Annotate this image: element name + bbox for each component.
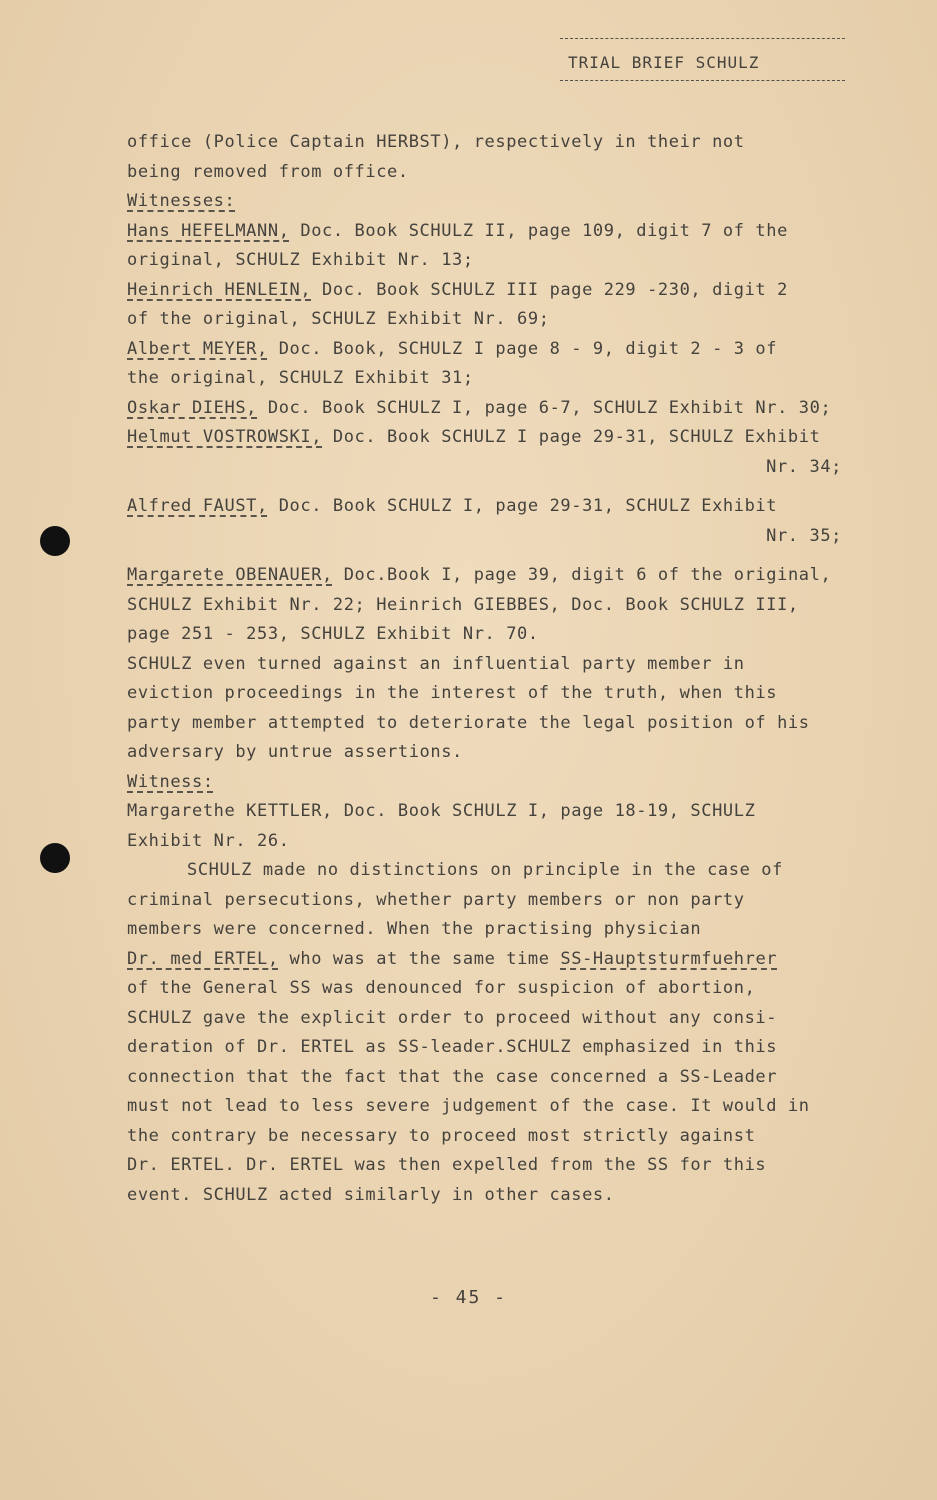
text-line: Exhibit Nr. 26. (127, 830, 290, 851)
header-rule-bottom (560, 80, 845, 81)
text-line: Oskar DIEHS, Doc. Book SCHULZ I, page 6-7, SCHULZ Exhibit Nr. 30; (127, 397, 832, 418)
text-line: party member attempted to deteriorate the legal position of his (127, 712, 810, 733)
text-line: deration of Dr. ERTEL as SS-leader.SCHULZ emphasized in this (127, 1037, 778, 1057)
text-line: adversary by untrue assertions. (127, 742, 463, 762)
text-line: original, SCHULZ Exhibit Nr. 13; (127, 250, 474, 270)
text-line: members were concerned. When the practising physician (127, 919, 702, 939)
document-body (127, 128, 877, 1210)
text-line: the contrary be necessary to proceed most strictly against (127, 1125, 756, 1146)
text-line: event. SCHULZ acted similarly in other cases. (127, 1184, 615, 1205)
text-line: SCHULZ gave the explicit order to proceed without any consi- (127, 1007, 778, 1028)
text-line: SCHULZ even turned against an influential party member in (127, 653, 745, 674)
punch-hole (40, 526, 70, 556)
text-line: of the original, SCHULZ Exhibit Nr. 69; (127, 309, 550, 329)
text-line: must not lead to less severe judgement of the case. It would in (127, 1096, 810, 1116)
text-line: Alfred FAUST, Doc. Book SCHULZ I, page 29-31, SCHULZ Exhibit (127, 496, 778, 516)
text-line: criminal persecutions, whether party members or non party (127, 889, 745, 910)
text-line: Dr. med ERTEL, who was at the same time SS-Hauptsturmfuehrer (127, 948, 778, 969)
text-line: of the General SS was denounced for suspicion of abortion, (127, 978, 756, 998)
document-header (560, 38, 845, 81)
page-number: - 45 - (429, 1287, 508, 1308)
text-line: connection that the fact that the case concerned a SS-Leader (127, 1066, 778, 1087)
text-line: Margarethe KETTLER, Doc. Book SCHULZ I, page 18-19, SCHULZ (127, 801, 756, 821)
text-line: Helmut VOSTROWSKI, Doc. Book SCHULZ I page 29-31, SCHULZ Exhibit (127, 427, 821, 447)
text-line: Margarete OBENAUER, Doc.Book I, page 39, digit 6 of the original, (127, 565, 832, 585)
text-line: Dr. ERTEL. Dr. ERTEL was then expelled from the SS for this (127, 1155, 767, 1175)
text-line: the original, SCHULZ Exhibit 31; (127, 368, 474, 388)
text-line: Hans HEFELMANN, Doc. Book SCHULZ II, page 109, digit 7 of the (127, 220, 788, 241)
text-line: Witnesses: (127, 191, 236, 211)
header-title: TRIAL BRIEF SCHULZ (568, 53, 760, 72)
text-line: being removed from office. (127, 161, 409, 182)
text-line: page 251 - 253, SCHULZ Exhibit Nr. 70. (127, 624, 539, 644)
text-line: eviction proceedings in the interest of the truth, when this (127, 683, 778, 703)
text-line: Heinrich HENLEIN, Doc. Book SCHULZ III page 229 -230, digit 2 (127, 279, 788, 300)
text-line: SCHULZ Exhibit Nr. 22; Heinrich GIEBBES, Doc. Book SCHULZ III, (127, 594, 799, 615)
text-line: Albert MEYER, Doc. Book, SCHULZ I page 8 - 9, digit 2 - 3 of (127, 338, 778, 359)
line-gap (127, 551, 877, 561)
text-line: Nr. 34; (766, 456, 842, 477)
text-line: SCHULZ made no distinctions on principle in the case of (187, 860, 783, 880)
text-line: Nr. 35; (766, 525, 842, 546)
text-line: office (Police Captain HERBST), respectively in their not (127, 132, 745, 152)
text-line: Witness: (127, 771, 214, 792)
punch-hole (40, 843, 70, 873)
line-gap (127, 482, 877, 492)
